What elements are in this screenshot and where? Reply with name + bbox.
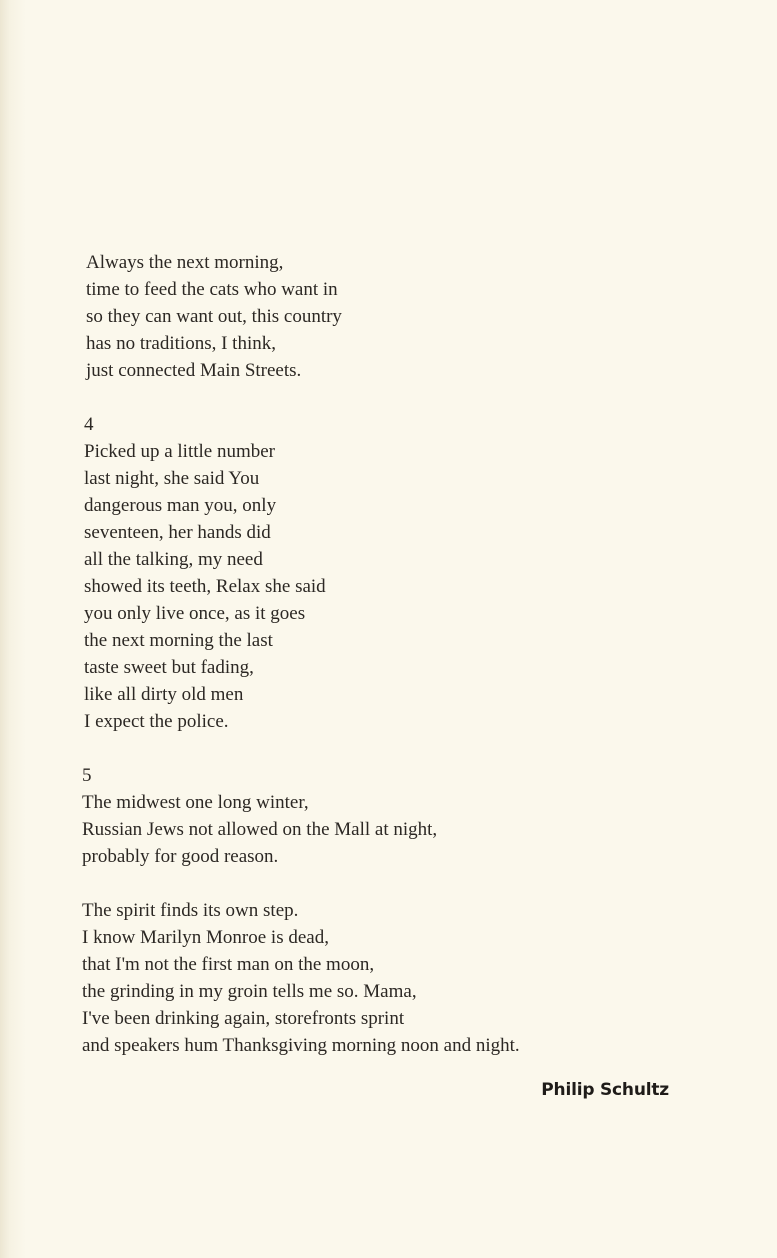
poem-line: I know Marilyn Monroe is dead, [82,927,329,948]
poem-line: last night, she said You [84,468,260,489]
poem-line: just connected Main Streets. [86,360,302,381]
poem-line: you only live once, as it goes [84,603,306,624]
poem-line: Russian Jews not allowed on the Mall at night, [82,819,438,840]
stanza-gap [82,384,722,411]
poem-line: like all dirty old men [84,684,244,705]
section-5 [82,762,722,1059]
stanza-opening [86,249,722,384]
poem-line: probably for good reason. [82,846,279,867]
poem-line: showed its teeth, Relax she said [84,576,326,597]
poem-line: I've been drinking again, storefronts sprint [82,1008,405,1029]
poem-line: and speakers hum Thanksgiving morning noon and night. [82,1035,520,1056]
section-number: 5 [82,765,92,786]
poem-line: The spirit finds its own step. [82,900,299,921]
poem [82,249,722,1059]
poem-line: taste sweet but fading, [84,657,254,678]
poem-line: the grinding in my groin tells me so. Mama, [82,981,417,1002]
poem-line: so they can want out, this country [86,306,342,327]
section-number: 4 [84,414,94,435]
poem-line: that I'm not the first man on the moon, [82,954,375,975]
poem-line: time to feed the cats who want in [86,279,338,300]
poem-line: the next morning the last [84,630,273,651]
poem-line: Always the next morning, [86,252,284,273]
poem-line: I expect the police. [84,711,229,732]
poem-line: dangerous man you, only [84,495,277,516]
poem-line: The midwest one long winter, [82,792,309,813]
poem-line: has no traditions, I think, [86,333,276,354]
author-signature: Philip Schultz [541,1080,669,1100]
poem-line: seventeen, her hands did [84,522,271,543]
poem-line: Picked up a little number [84,441,276,462]
stanza-gap [82,870,722,897]
stanza-gap [82,735,722,762]
poem-line: all the talking, my need [84,549,263,570]
section-4 [84,411,722,735]
